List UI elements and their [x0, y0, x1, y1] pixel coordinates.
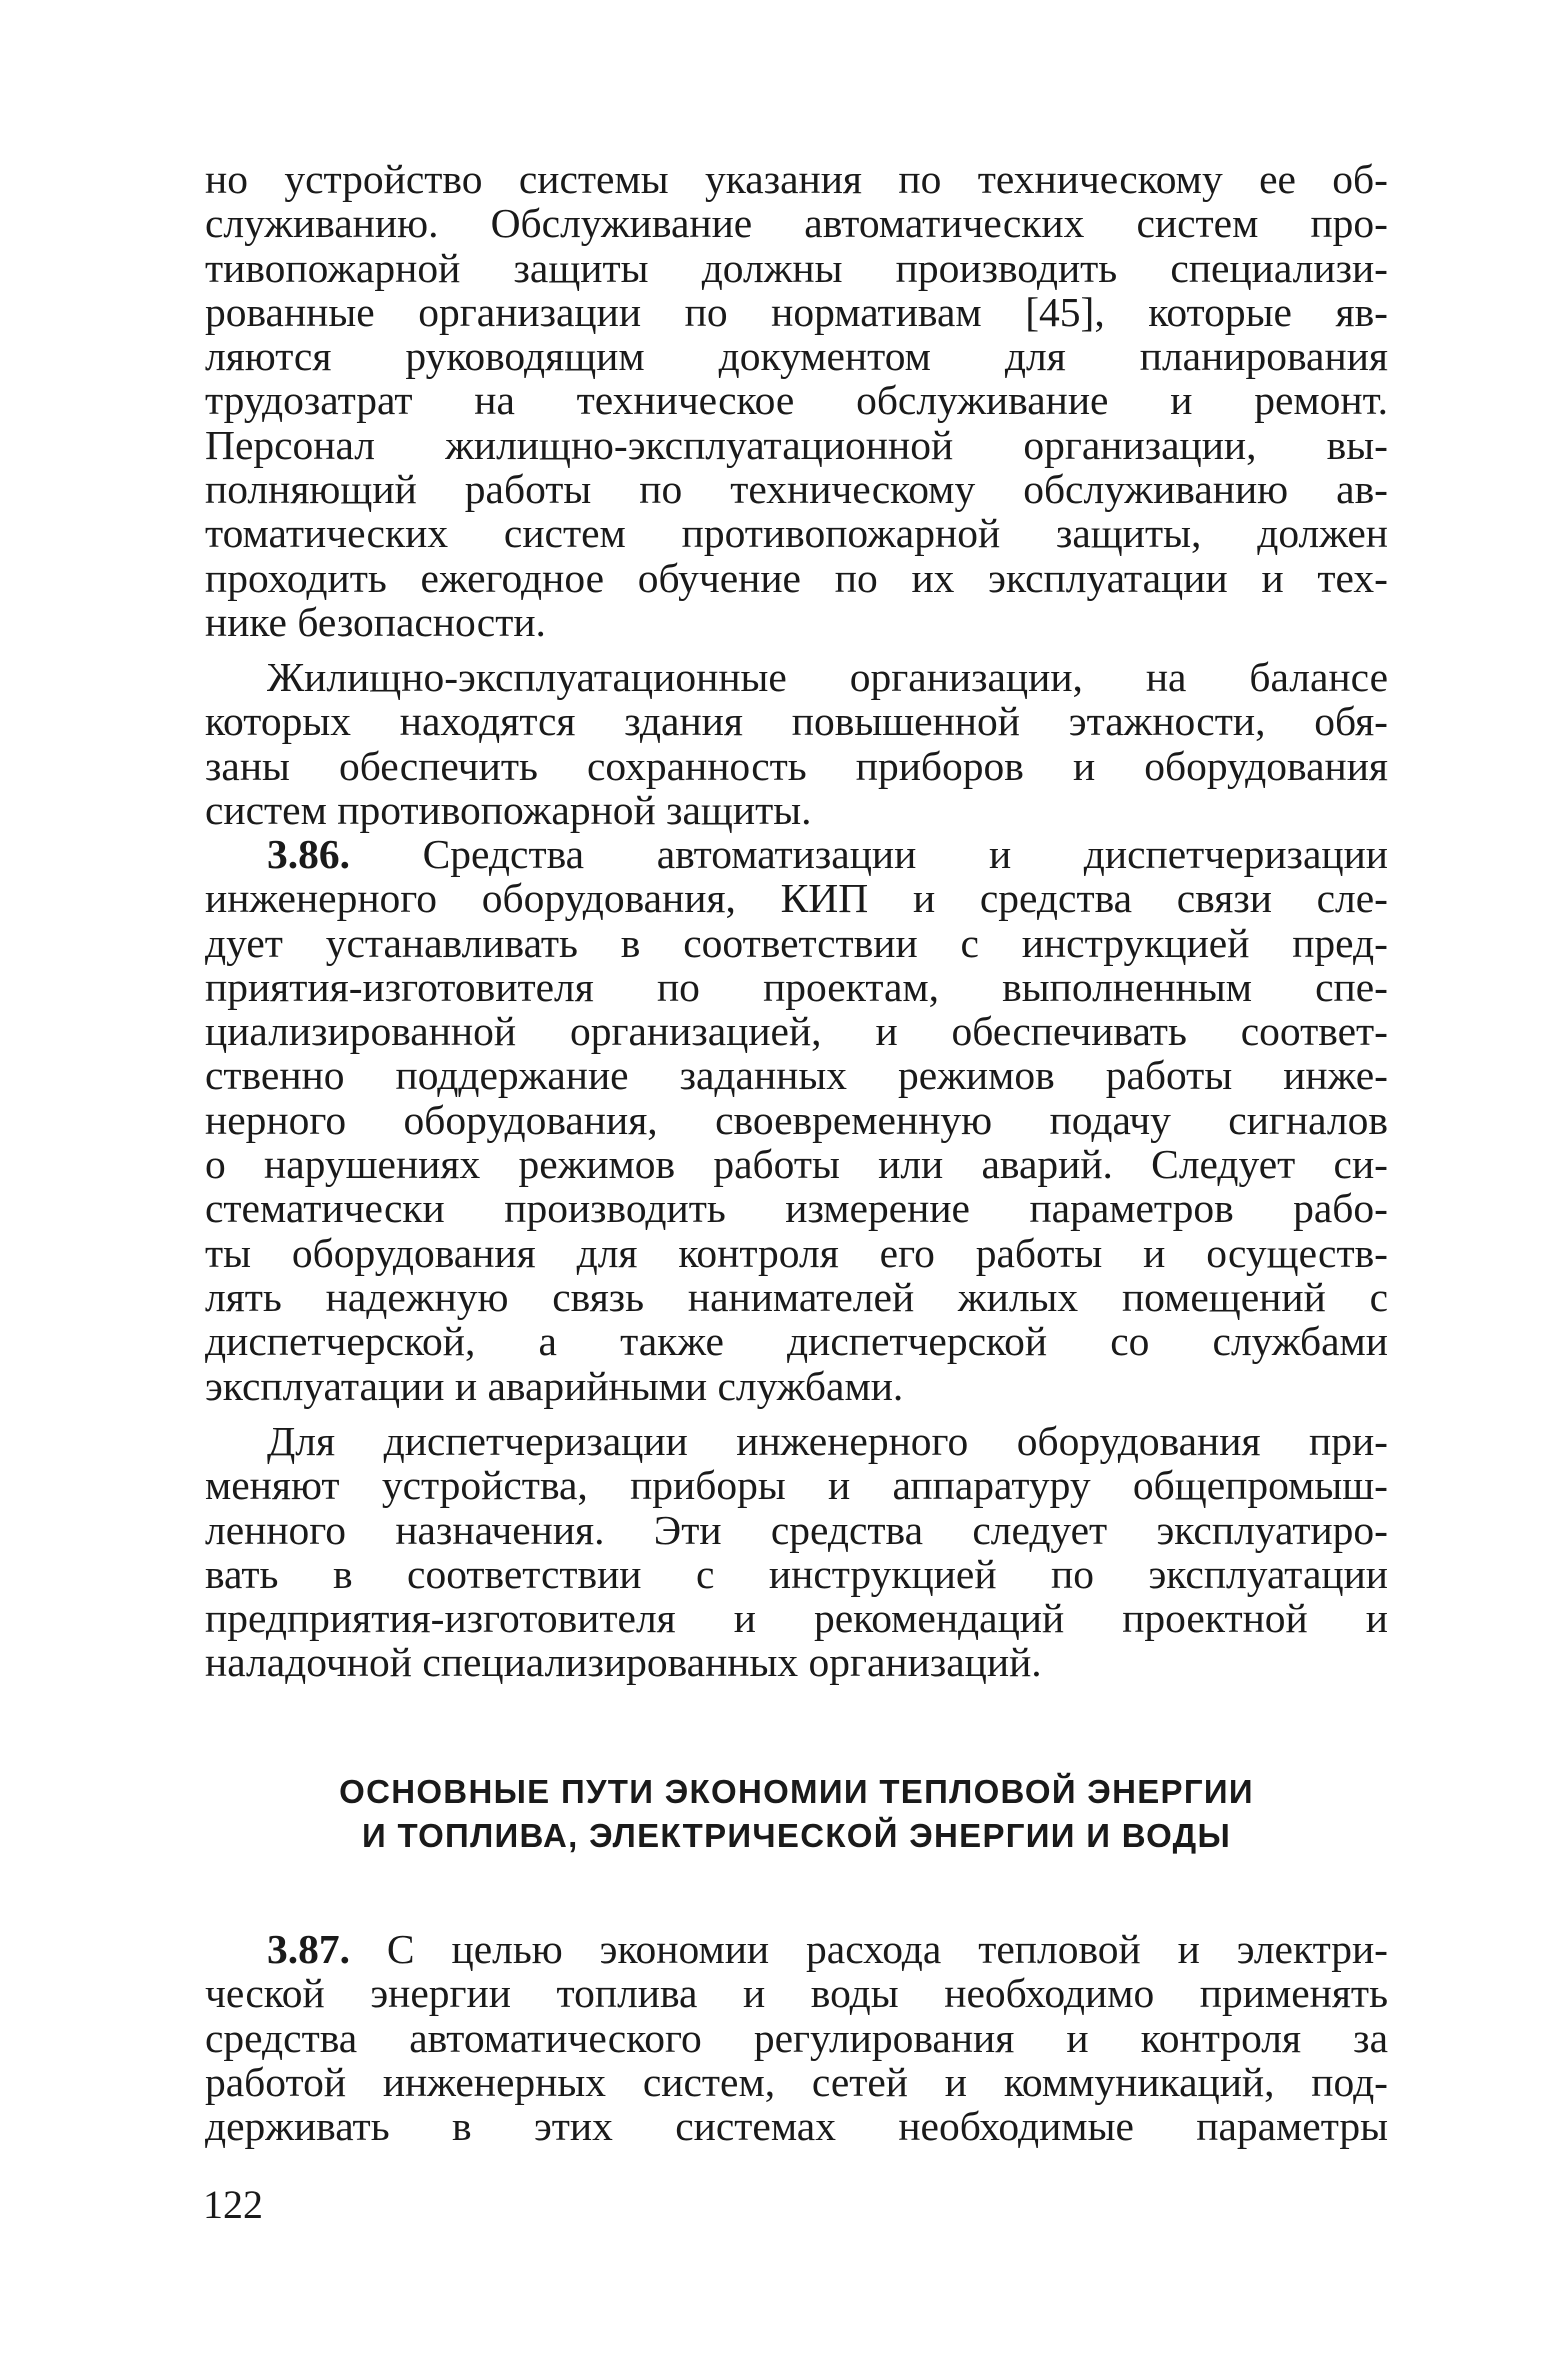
text-line: эксплуатации и аварийными службами.: [205, 1362, 904, 1409]
text-line: держивать в этих системах необходимые параметры: [205, 2103, 1388, 2150]
text-line: нике безопасности.: [205, 598, 546, 645]
text-line: [205, 1927, 1388, 1971]
text-line: Персонал жилищно-эксплуатационной организации, вы-: [205, 421, 1388, 468]
text-line: трудозатрат на техническое обслуживание и ремонт.: [205, 377, 1388, 424]
text-line: систем противопожарной защиты.: [205, 786, 812, 833]
paragraph-3-87: [205, 1927, 1388, 2148]
text-line: но устройство системы указания по техническому ее об-: [205, 156, 1388, 202]
text-line: проходить ежегодное обучение по их эксплуатации и тех-: [205, 554, 1388, 601]
text-line: инженерного оборудования, КИП и средства связи сле-: [205, 875, 1388, 922]
text-line: ленного назначения. Эти средства следует эксплуатиро-: [205, 1506, 1388, 1553]
heading-line: ОСНОВНЫЕ ПУТИ ЭКОНОМИИ ТЕПЛОВОЙ ЭНЕРГИИ: [339, 1773, 1254, 1810]
text-line: предприятия-изготовителя и рекомендаций проектной и: [205, 1595, 1388, 1642]
text-line: [205, 832, 1388, 876]
text-line: диспетчерской, а также диспетчерской со службами: [205, 1318, 1388, 1365]
text-fragment: С целью экономии расхода тепловой и электри-: [386, 1926, 1388, 1972]
paragraph-2: [205, 655, 1388, 832]
text-line: ты оборудования для контроля его работы и осуществ-: [205, 1229, 1388, 1276]
text-line: о нарушениях режимов работы или аварий. Следует си-: [205, 1141, 1388, 1188]
text-line: томатических систем противопожарной защиты, должен: [205, 510, 1388, 557]
section-number: 3.87.: [267, 1926, 350, 1972]
text-fragment: Средства автоматизации и диспетчеризации: [422, 831, 1388, 877]
text-line: Для диспетчеризации инженерного оборудования при-: [267, 1418, 1388, 1464]
text-line: заны обеспечить сохранность приборов и оборудования: [205, 742, 1388, 789]
text-line: стематически производить измерение параметров рабо-: [205, 1185, 1388, 1232]
text-line: ственно поддержание заданных режимов работы инже-: [205, 1052, 1388, 1099]
text-line: Жилищно-эксплуатационные организации, на балансе: [267, 654, 1388, 700]
text-line: циализированной организацией, и обеспечивать соответ-: [205, 1008, 1388, 1055]
text-line: ческой энергии топлива и воды необходимо применять: [205, 1970, 1388, 2017]
text-line: лять надежную связь нанимателей жилых помещений с: [205, 1273, 1388, 1320]
text-line: служиванию. Обслуживание автоматических систем про-: [205, 200, 1388, 247]
text-line: ляются руководящим документом для планирования: [205, 333, 1388, 380]
text-line: меняют устройства, приборы и аппаратуру общепромыш-: [205, 1462, 1388, 1509]
section-number: 3.86.: [267, 831, 350, 877]
text-line: средства автоматического регулирования и контроля за: [205, 2014, 1388, 2061]
section-heading: [205, 1770, 1388, 1858]
text-line: вать в соответствии с инструкцией по эксплуатации: [205, 1550, 1388, 1597]
text-line: нерного оборудования, своевременную подачу сигналов: [205, 1096, 1388, 1143]
paragraph-1: [205, 157, 1388, 644]
text-line: которых находятся здания повышенной этажности, обя-: [205, 698, 1388, 745]
text-line: работой инженерных систем, сетей и коммуникаций, под-: [205, 2058, 1388, 2105]
text-line: наладочной специализированных организаций.: [205, 1639, 1042, 1686]
text-line: тивопожарной защиты должны производить специализи-: [205, 244, 1388, 291]
heading-line: И ТОПЛИВА, ЭЛЕКТРИЧЕСКОЙ ЭНЕРГИИ И ВОДЫ: [361, 1817, 1232, 1854]
paragraph-3-86: [205, 832, 1388, 1408]
text-line: рованные организации по нормативам [45], которые яв-: [205, 288, 1388, 335]
text-line: полняющий работы по техническому обслуживанию ав-: [205, 466, 1388, 513]
text-line: дует устанавливать в соответствии с инструкцией пред-: [205, 919, 1388, 966]
text-line: приятия-изготовителя по проектам, выполненным спе-: [205, 963, 1388, 1010]
paragraph-4: [205, 1419, 1388, 1685]
page-number: 122: [203, 2182, 263, 2227]
